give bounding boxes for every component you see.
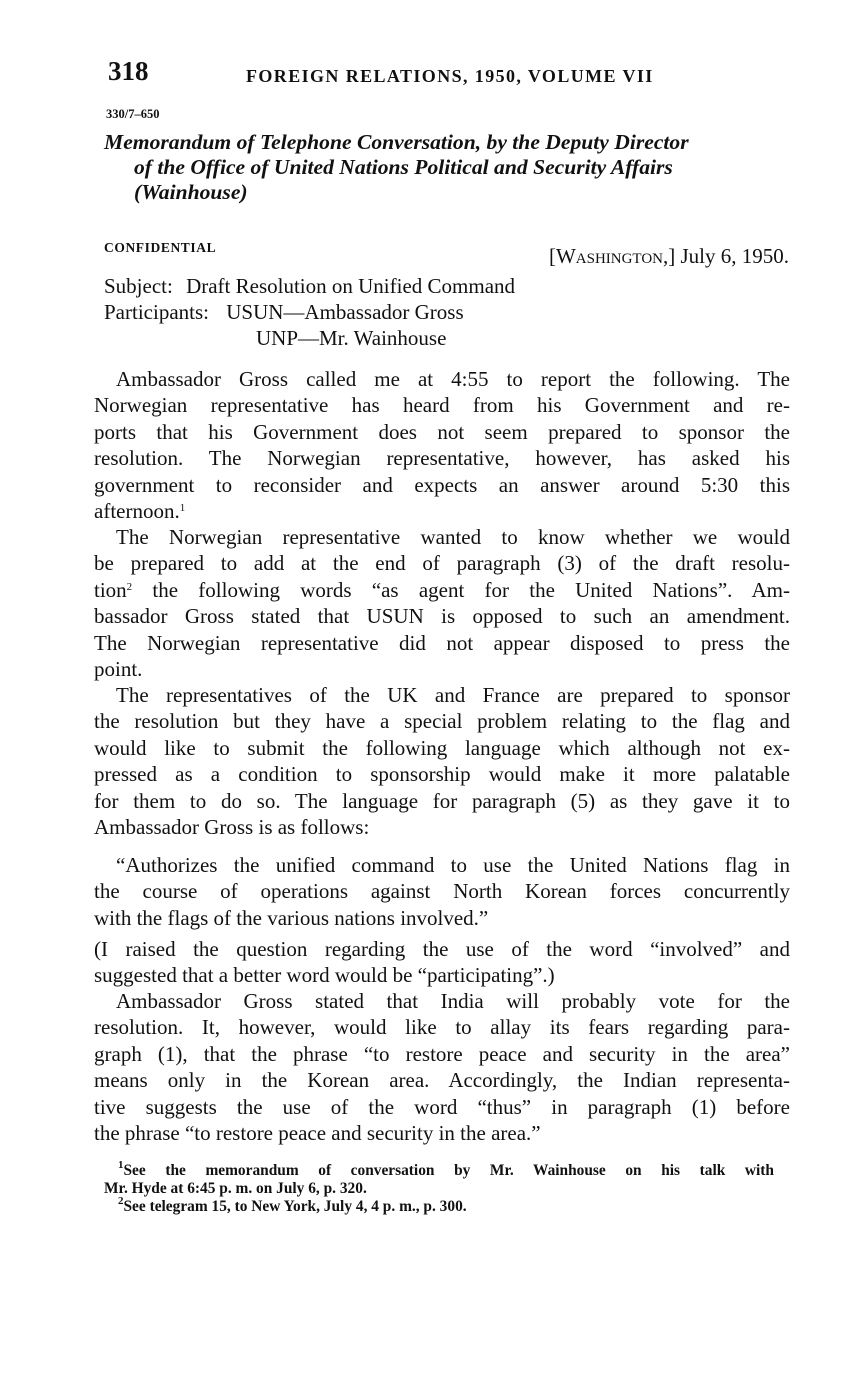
footnote: [118, 1159, 774, 1180]
text-line: graph (1), that the phrase “to restore peace and security in the area”: [94, 1041, 790, 1066]
body-paragraph: [94, 682, 790, 840]
title-line: (Wainhouse): [134, 180, 248, 204]
text-line: [94, 498, 790, 524]
text-line: would like to submit the following language which although not ex-: [94, 735, 790, 760]
footnote-line: [118, 1195, 774, 1216]
text-line: The representatives of the UK and France are prepared to sponsor: [116, 683, 790, 707]
dateline: [549, 244, 789, 269]
text-line: [94, 577, 790, 603]
footnote-line: [118, 1159, 774, 1180]
participants-label: Participants:: [104, 300, 209, 324]
footnote: [118, 1195, 774, 1216]
text-line: government to reconsider and expects an answer around 5:30 this: [94, 472, 790, 497]
subject-label: Subject:: [104, 274, 173, 298]
text-line: (I raised the question regarding the use of the word “involved” and: [94, 937, 790, 961]
text-line: Ambassador Gross is as follows:: [94, 814, 370, 839]
text-line: suggested that a better word would be “participating”.): [94, 963, 555, 988]
text-line: ports that his Government does not seem prepared to sponsor the: [94, 419, 790, 444]
text-line: with the flags of the various nations involved.”: [94, 905, 489, 930]
subject-line: [104, 274, 515, 299]
text-line: Norwegian representative has heard from his Government and re-: [94, 393, 790, 418]
body-paragraph: [94, 524, 790, 682]
text-line: tive suggests the use of the word “thus” in paragraph (1) before: [94, 1094, 790, 1119]
text-run: afternoon.: [94, 498, 180, 523]
text-line: the course of operations against North Korean forces concurrently: [94, 879, 790, 904]
participant: USUN—Ambassador Gross: [226, 300, 464, 324]
title-line: of the Office of United Nations Political and Security Affairs: [134, 155, 673, 179]
text-line: point.: [94, 656, 143, 681]
text-run: the following words “as agent for the United Nations”. Am-: [132, 577, 790, 602]
participant: UNP—Mr. Wainhouse: [256, 326, 447, 350]
footnote-ref: 1: [179, 501, 186, 514]
text-line: for them to do so. The language for paragraph (5) as they gave it to: [94, 788, 790, 813]
text-line: resolution. It, however, would like to allay its fears regarding para-: [94, 1015, 790, 1040]
body-paragraph: [94, 366, 790, 524]
footnote-ref: 2: [126, 580, 133, 593]
text-run: See the memorandum of conversation by Mr. Wainhouse on his talk with: [123, 1162, 774, 1179]
text-line: bassador Gross stated that USUN is opposed to such an amendment.: [94, 604, 790, 629]
text-line: resolution. The Norwegian representative, however, has asked his: [94, 446, 790, 471]
subject-text: Draft Resolution on Unified Command: [186, 274, 516, 298]
body-paragraph: [94, 936, 790, 989]
file-number: 330/7–650: [106, 107, 160, 121]
text-run: See telegram 15, to New York, July 4, 4 p. m., p. 300.: [123, 1198, 467, 1215]
text-line: Ambassador Gross called me at 4:55 to report the following. The: [116, 367, 790, 391]
participants-line: [104, 300, 464, 325]
footnote-marker: 1: [118, 1159, 124, 1171]
footnote-line: Mr. Hyde at 6:45 p. m. on July 6, p. 320.: [104, 1180, 367, 1197]
text-line: Ambassador Gross stated that India will probably vote for the: [116, 989, 790, 1013]
classification-marking: CONFIDENTIAL: [104, 240, 217, 255]
running-title: FOREIGN RELATIONS, 1950, VOLUME VII: [246, 66, 654, 86]
text-line: means only in the Korean area. Accordingly, the Indian representa-: [94, 1068, 790, 1093]
title-line: Memorandum of Telephone Conversation, by the Deputy Director: [104, 130, 689, 154]
text-line: “Authorizes the unified command to use the United Nations flag in: [116, 853, 790, 877]
page-number: 318: [108, 56, 149, 86]
text-line: The Norwegian representative wanted to know whether we would: [116, 525, 790, 549]
footnote-marker: 2: [118, 1195, 124, 1207]
quoted-passage: [94, 852, 790, 931]
dateline-date: July 6, 1950.: [680, 244, 789, 268]
body-paragraph: [94, 988, 790, 1146]
document-title: [104, 130, 804, 205]
text-line: be prepared to add at the end of paragraph (3) of the draft resolu-: [94, 551, 790, 576]
dateline-place: [Washington,]: [548, 244, 676, 268]
footnote-continuation: [104, 1180, 774, 1198]
text-line: the resolution but they have a special problem relating to the flag and: [94, 709, 790, 734]
text-run: tion: [94, 577, 127, 602]
text-line: pressed as a condition to sponsorship would make it more palatable: [94, 762, 790, 787]
text-line: The Norwegian representative did not appear disposed to press the: [94, 630, 790, 655]
text-line: the phrase “to restore peace and security in the area.”: [94, 1120, 541, 1145]
